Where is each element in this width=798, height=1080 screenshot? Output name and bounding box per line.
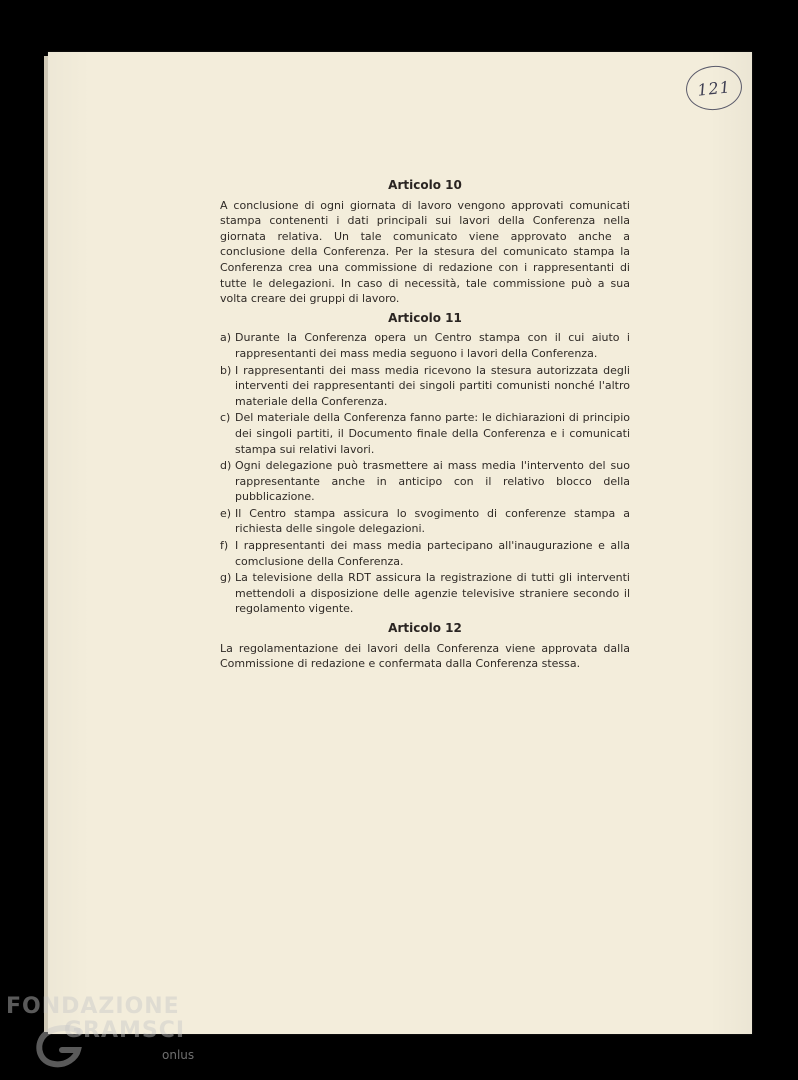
watermark-logo bbox=[6, 994, 206, 1080]
list-marker: f) bbox=[220, 539, 229, 553]
list-item-text: Del materiale della Conferenza fanno parte: le dichiarazioni di principio dei singoli partiti, il Documento finale della Conferenza e i comunicati stampa sui relativi lavori. bbox=[235, 411, 630, 456]
article-12 bbox=[220, 621, 630, 672]
list-marker: a) bbox=[220, 331, 232, 345]
list-item-text: I rappresentanti dei mass media ricevono la stesura autorizzata degli interventi dei rappresentanti dei singoli partiti comunisti nonché l'altro materiale della Conferenza. bbox=[235, 363, 630, 408]
article-10 bbox=[220, 178, 630, 307]
list-item bbox=[220, 330, 630, 361]
article-heading: Articolo 12 bbox=[388, 621, 462, 636]
list-item bbox=[220, 570, 630, 617]
list-item bbox=[220, 363, 630, 410]
folio-number: 121 bbox=[684, 63, 744, 113]
list-marker: e) bbox=[220, 506, 232, 520]
list-item bbox=[220, 458, 630, 505]
article-paragraph: La regolamentazione dei lavori della Conferenza viene approvata dalla Commissione di redazione e confermata dalla Conferenza stessa. bbox=[220, 641, 630, 671]
list-item bbox=[220, 506, 630, 537]
watermark-line-2: GRAMSCI bbox=[64, 1018, 186, 1043]
list-item-text: Il Centro stampa assicura lo svogimento di conferenze stampa a richiesta delle singole delegazioni. bbox=[235, 506, 630, 536]
list-marker: c) bbox=[220, 411, 231, 425]
list-item bbox=[220, 410, 630, 457]
document-body bbox=[220, 178, 630, 676]
list-marker: d) bbox=[220, 459, 232, 473]
list-marker: b) bbox=[220, 363, 232, 377]
article-11 bbox=[220, 311, 630, 617]
article-heading: Articolo 10 bbox=[388, 178, 462, 192]
list-marker: g) bbox=[220, 571, 232, 585]
article-paragraph: A conclusione di ogni giornata di lavoro vengono approvati comunicati stampa contenenti i dati principali sui lavori della Conferenza nella giornata relativa. Un tale comunicato viene approvato anche a conclusione della Conferenza. Per la stesura del comunicato stampa la Conferenza crea una commissione di redazione con i rappresentanti di tutte le delegazioni. In caso di necessità, tale commissione può a sua volta creare dei gruppi di lavoro. bbox=[220, 198, 630, 306]
list-item bbox=[220, 538, 630, 569]
watermark-line-3: onlus bbox=[162, 1048, 195, 1062]
list-item-text: Durante la Conferenza opera un Centro stampa con il cui aiuto i rappresentanti dei mass media seguono i lavori della Conferenza. bbox=[235, 331, 630, 360]
list-item-text: Ogni delegazione può trasmettere ai mass media l'intervento del suo rappresentante anche in anticipo con il relativo blocco della pubblicazione. bbox=[235, 459, 630, 504]
article-heading: Articolo 11 bbox=[388, 310, 462, 325]
list-item-text: I rappresentanti dei mass media partecipano all'inaugurazione e alla comclusione della Conferenza. bbox=[235, 539, 630, 568]
watermark-line-1: FONDAZIONE bbox=[6, 994, 180, 1019]
article-list bbox=[220, 330, 630, 617]
list-item-text: La televisione della RDT assicura la registrazione di tutti gli interventi mettendoli a disposizione delle agenzie televisive straniere secondo il regolamento vigente. bbox=[235, 571, 630, 616]
